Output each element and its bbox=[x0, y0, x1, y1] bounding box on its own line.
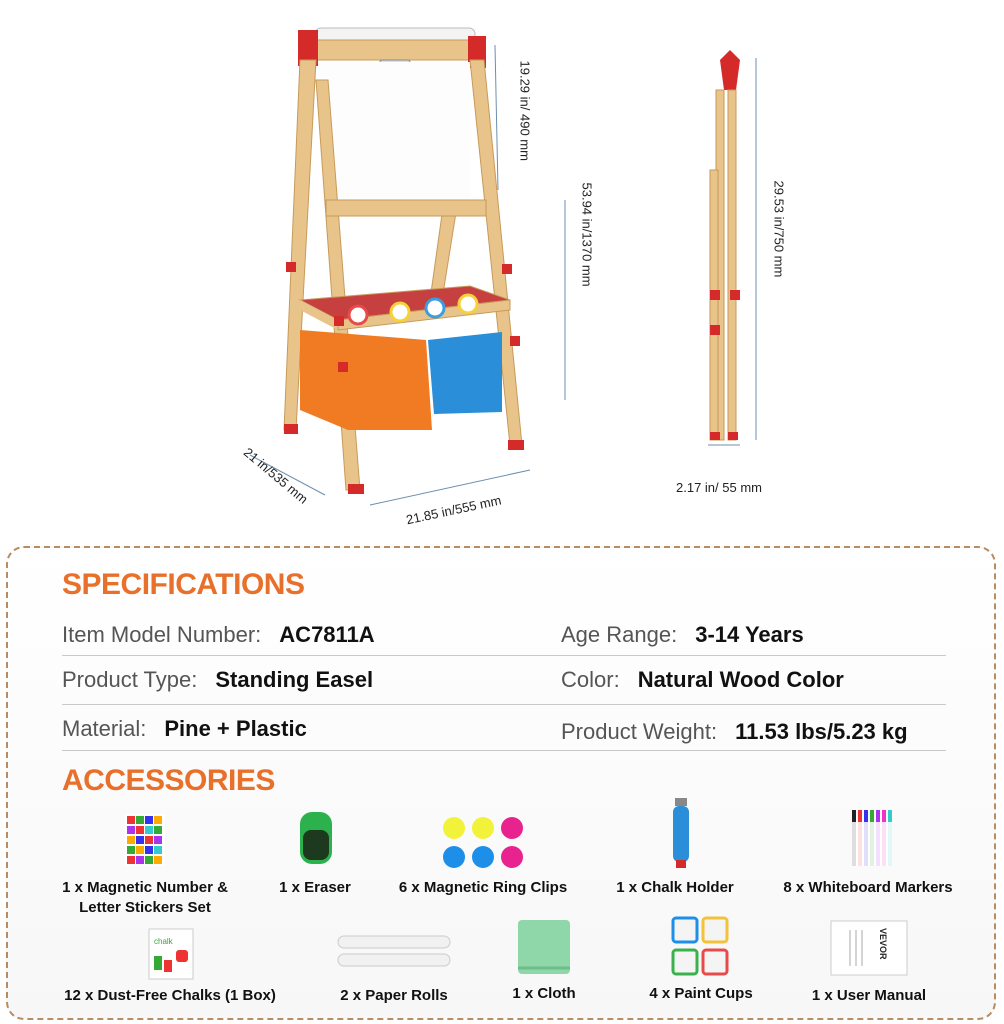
divider bbox=[62, 750, 946, 751]
spec-value: 3-14 Years bbox=[695, 622, 804, 647]
accessory-label: 1 x Magnetic Number & Letter Stickers Set bbox=[62, 879, 228, 916]
spec-material bbox=[62, 716, 307, 742]
user-manual-icon bbox=[830, 920, 908, 976]
paper-rolls-icon bbox=[336, 934, 452, 968]
accessory-label: 1 x Eraser bbox=[279, 879, 351, 896]
cloth-icon bbox=[516, 918, 572, 976]
total-height-dimension: 53.94 in/1370 mm bbox=[579, 182, 595, 287]
chalk-holder-icon bbox=[670, 798, 692, 870]
accessory-label: 8 x Whiteboard Markers bbox=[783, 879, 953, 896]
spec-value: Standing Easel bbox=[215, 667, 374, 692]
divider bbox=[62, 655, 946, 656]
spec-weight bbox=[561, 719, 908, 745]
side-height-dimension: 29.53 in/750 mm bbox=[771, 180, 787, 278]
spec-label: Product Type: bbox=[62, 667, 198, 692]
spec-label: Product Weight: bbox=[561, 719, 718, 744]
depth-dimension: 21 in/535 mm bbox=[240, 444, 311, 507]
accessories-title: ACCESSORIES bbox=[62, 764, 275, 797]
specifications-panel bbox=[6, 546, 996, 1020]
easel-front-illustration bbox=[230, 0, 610, 540]
spec-label: Age Range: bbox=[561, 622, 678, 647]
specifications-title: SPECIFICATIONS bbox=[62, 568, 305, 601]
spec-value: Pine + Plastic bbox=[164, 716, 307, 741]
spec-label: Material: bbox=[62, 716, 147, 741]
manual-brand-text: VEVOR bbox=[878, 928, 888, 960]
accessory-label: 1 x User Manual bbox=[811, 987, 927, 1004]
spec-value: AC7811A bbox=[279, 622, 375, 647]
paint-cups-icon bbox=[670, 914, 730, 980]
spec-label: Color: bbox=[561, 667, 620, 692]
accessory-label: 6 x Magnetic Ring Clips bbox=[398, 879, 568, 896]
spec-value: Natural Wood Color bbox=[637, 667, 844, 692]
accessory-label: 2 x Paper Rolls bbox=[340, 987, 448, 1004]
accessory-label: 1 x Cloth bbox=[512, 985, 576, 1002]
eraser-icon bbox=[298, 810, 334, 866]
spec-color bbox=[561, 667, 844, 693]
spec-label: Item Model Number: bbox=[62, 622, 262, 647]
spec-value: 11.53 lbs/5.23 kg bbox=[735, 719, 908, 744]
spec-product-type bbox=[62, 667, 373, 693]
spec-age-range bbox=[561, 622, 804, 648]
accessory-label: 12 x Dust-Free Chalks (1 Box) bbox=[64, 987, 276, 1004]
folded-depth-dimension: 2.17 in/ 55 mm bbox=[676, 480, 762, 495]
accessory-label: 1 x Chalk Holder bbox=[616, 879, 734, 896]
chalk-box-icon bbox=[148, 928, 194, 980]
board-height-dimension: 19.29 in/ 490 mm bbox=[517, 60, 533, 161]
width-dimension: 21.85 in/555 mm bbox=[404, 492, 503, 528]
divider bbox=[62, 704, 946, 705]
chalk-box-text: chalk bbox=[154, 937, 173, 946]
ring-clips-icon bbox=[442, 816, 524, 870]
accessory-label: 4 x Paint Cups bbox=[649, 985, 753, 1002]
letter-stickers-icon bbox=[125, 814, 165, 866]
markers-icon bbox=[850, 810, 894, 866]
spec-model-number bbox=[62, 622, 375, 648]
